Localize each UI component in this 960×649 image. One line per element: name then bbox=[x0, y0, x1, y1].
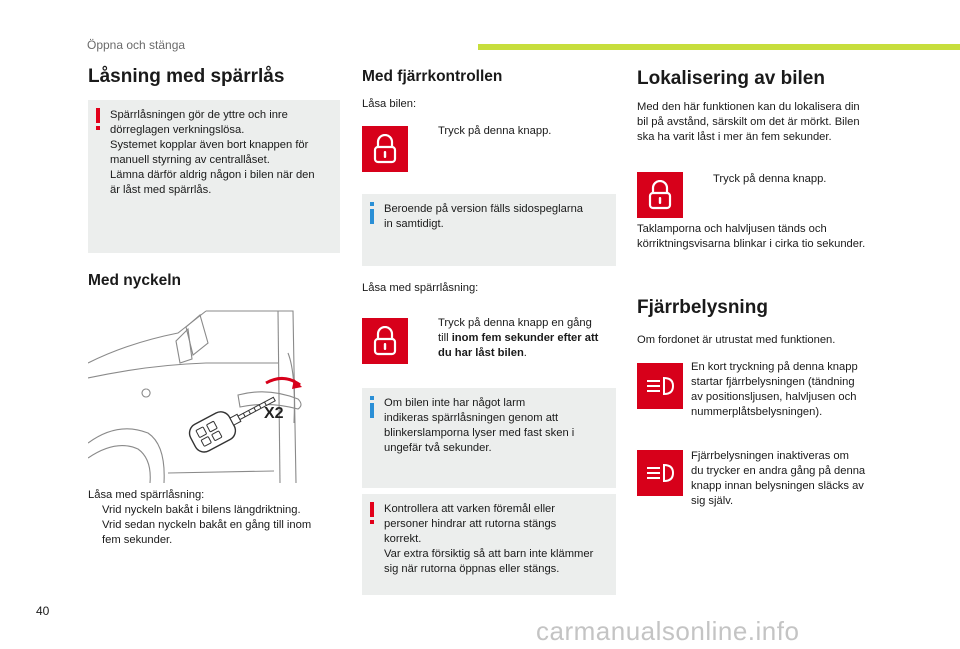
deadlock-remote-intro: Låsa med spärrlåsning: bbox=[362, 282, 479, 294]
section-header: Öppna och stänga bbox=[87, 38, 186, 52]
deadlock-title: Låsning med spärrlås bbox=[88, 66, 285, 87]
key-step-1: Vrid nyckeln bakåt i bilens längdriktning. bbox=[102, 504, 301, 516]
windows-warning-text: Kontrollera att varken föremål eller personer hindrar att rutorna stängs korrekt. Var extra försiktig så att barn inte klämmer sig när rutorna öppnas eller stängs. bbox=[384, 503, 594, 575]
key-step-2-continuation: fem sekunder. bbox=[102, 534, 173, 546]
rotation-count-label: X2 bbox=[264, 405, 284, 422]
warning-exclamation-icon bbox=[369, 502, 375, 524]
lock-intro: Låsa bilen: bbox=[362, 98, 417, 110]
padlock-icon bbox=[362, 318, 408, 364]
deadlock-warning-text: Spärrlåsningen gör de yttre och inre dörreglagen verkningslösa. Systemet kopplar även bort knappen för manuell styrning av centrallåset. Lämna därför aldrig någon i bilen när den är låst med spärrlås. bbox=[110, 109, 315, 196]
remote-lighting-intro: Om fordonet är utrustat med funktionen. bbox=[637, 334, 836, 346]
key-procedure-intro: Låsa med spärrlåsning: bbox=[88, 489, 205, 501]
watermark: carmanualsonline.info bbox=[536, 616, 800, 646]
headlight-icon bbox=[637, 363, 683, 409]
lighting-off-text: Fjärrbelysningen inaktiveras om du trycker en andra gång på denna knapp innan belysningen släcks av sig själv. bbox=[691, 450, 866, 507]
locate-title: Lokalisering av bilen bbox=[637, 68, 825, 89]
page-number: 40 bbox=[36, 604, 50, 618]
windows-warning-box bbox=[362, 494, 616, 595]
deadlock-warning-box bbox=[88, 100, 340, 253]
lighting-on-text: En kort tryckning på denna knapp startar fjärrbelysningen (tändning av positionsljusen, halvljusen och nummerplåtsbelysningen). bbox=[691, 361, 858, 418]
key-step-2: Vrid sedan nyckeln bakåt en gång till inom bbox=[102, 519, 312, 531]
remote-lighting-title: Fjärrbelysning bbox=[637, 297, 768, 318]
padlock-icon bbox=[362, 126, 408, 172]
car-door-key-drawing bbox=[88, 303, 340, 483]
alarm-info-text: Om bilen inte har något larm indikeras spärrlåsningen genom att blinkerslamporna lyser med fast sken i ungefär två sekunder. bbox=[384, 397, 575, 454]
info-icon bbox=[369, 202, 375, 224]
remote-title: Med fjärrkontrollen bbox=[362, 68, 503, 85]
key-heading: Med nyckeln bbox=[88, 272, 182, 289]
header-accent-bar bbox=[478, 44, 960, 50]
alarm-info-box bbox=[362, 388, 616, 488]
locate-intro: Med den här funktionen kan du lokalisera din bil på avstånd, särskilt om det är mörkt. Bilen ska ha varit låst i mer än fem sekunder. bbox=[637, 101, 860, 143]
info-icon bbox=[369, 396, 375, 418]
locate-step: Tryck på denna knapp. bbox=[713, 173, 827, 185]
key-procedure bbox=[88, 488, 340, 548]
lock-step: Tryck på denna knapp. bbox=[438, 125, 552, 137]
warning-exclamation-icon bbox=[95, 108, 101, 130]
headlight-icon bbox=[637, 450, 683, 496]
padlock-icon bbox=[637, 172, 683, 218]
key-in-door-illustration bbox=[88, 303, 340, 483]
locate-result: Taklamporna och halvljusen tänds och körriktningsvisarna blinkar i cirka tio sekunder. bbox=[637, 223, 866, 250]
mirror-info-text: Beroende på version fälls sidospeglarna in samtidigt. bbox=[384, 203, 584, 230]
mirror-info-box bbox=[362, 194, 616, 266]
deadlock-remote-step: Tryck på denna knapp en gång till inom fem sekunder efter att du har låst bilen. bbox=[438, 317, 599, 359]
